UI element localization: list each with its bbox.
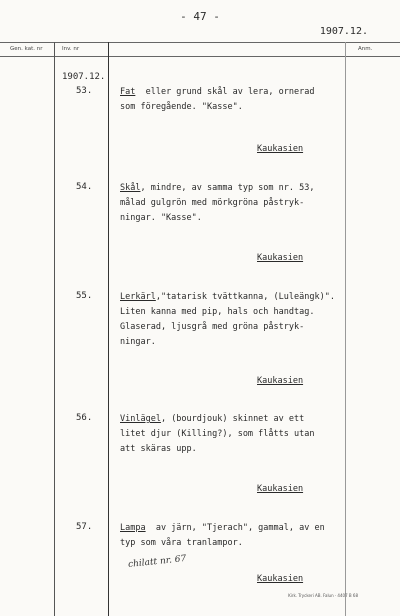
entry-description bbox=[120, 521, 325, 551]
column-header-anm: Anm. bbox=[358, 46, 373, 52]
header-year: 1907.12. bbox=[319, 26, 368, 37]
place-label: Kaukasien bbox=[257, 574, 304, 584]
entry-line: av järn, "Tjerach", gammal, av en bbox=[145, 523, 325, 533]
entry-line: ,"tatarisk tvättkanna, (Luleängk)". bbox=[155, 292, 335, 302]
entry-line: eller grund skål av lera, ornerad bbox=[135, 87, 315, 97]
page-number: - 47 - bbox=[180, 10, 220, 23]
object-name: Skål bbox=[120, 183, 141, 193]
entry-line: , (bourdjouk) skinnet av ett bbox=[160, 414, 305, 424]
entry-line: typ som våra tranlampor. bbox=[120, 538, 243, 548]
column-divider-1 bbox=[54, 42, 55, 616]
entry-line: Liten kanna med pip, hals och handtag. bbox=[120, 307, 315, 317]
object-name: Lerkärl bbox=[120, 292, 156, 302]
column-divider-3 bbox=[345, 42, 346, 616]
column-header-inv: Inv. nr bbox=[62, 46, 80, 52]
entry-description bbox=[120, 290, 335, 350]
place-label: Kaukasien bbox=[257, 376, 304, 386]
place-label: Kaukasien bbox=[257, 484, 304, 494]
entry-line: målad gulgrön med mörkgröna påstryk- bbox=[120, 198, 305, 208]
place-label: Kaukasien bbox=[257, 253, 304, 263]
inventory-number: 53. bbox=[76, 86, 93, 96]
place-label: Kaukasien bbox=[257, 144, 304, 154]
entry-description bbox=[120, 412, 314, 457]
inventory-number: 56. bbox=[76, 413, 93, 423]
entry-line: som föregående. "Kasse". bbox=[120, 102, 243, 112]
printer-footer: Kirk. Tryckeri AB. Falun · 4407 B 68 bbox=[288, 593, 358, 598]
handwritten-note: chilatt nr. 67 bbox=[127, 553, 187, 571]
column-divider-2 bbox=[108, 42, 109, 616]
inventory-number: 55. bbox=[76, 291, 93, 301]
object-name: Lampa bbox=[120, 523, 146, 533]
object-name: Vinlägel bbox=[120, 414, 161, 424]
entry-line: ningar. bbox=[120, 337, 156, 347]
column-header-gen-kat: Gen. kat. nr bbox=[10, 46, 43, 52]
header-bottom-rule bbox=[0, 56, 400, 57]
entry-line: litet djur (Killing?), som flåtts utan bbox=[120, 429, 315, 439]
entry-description bbox=[120, 85, 314, 115]
inventory-number: 57. bbox=[76, 522, 93, 532]
header-top-rule bbox=[0, 42, 400, 43]
inventory-number: 54. bbox=[76, 182, 93, 192]
entry-date: 1907.12. bbox=[62, 72, 106, 82]
entry-line: ningar. "Kasse". bbox=[120, 213, 202, 223]
object-name: Fat bbox=[120, 87, 136, 97]
entry-line: att skäras upp. bbox=[120, 444, 197, 454]
entry-description bbox=[120, 181, 314, 226]
entry-line: , mindre, av samma typ som nr. 53, bbox=[140, 183, 315, 193]
entry-line: Glaserad, ljusgrå med gröna påstryk- bbox=[120, 322, 305, 332]
